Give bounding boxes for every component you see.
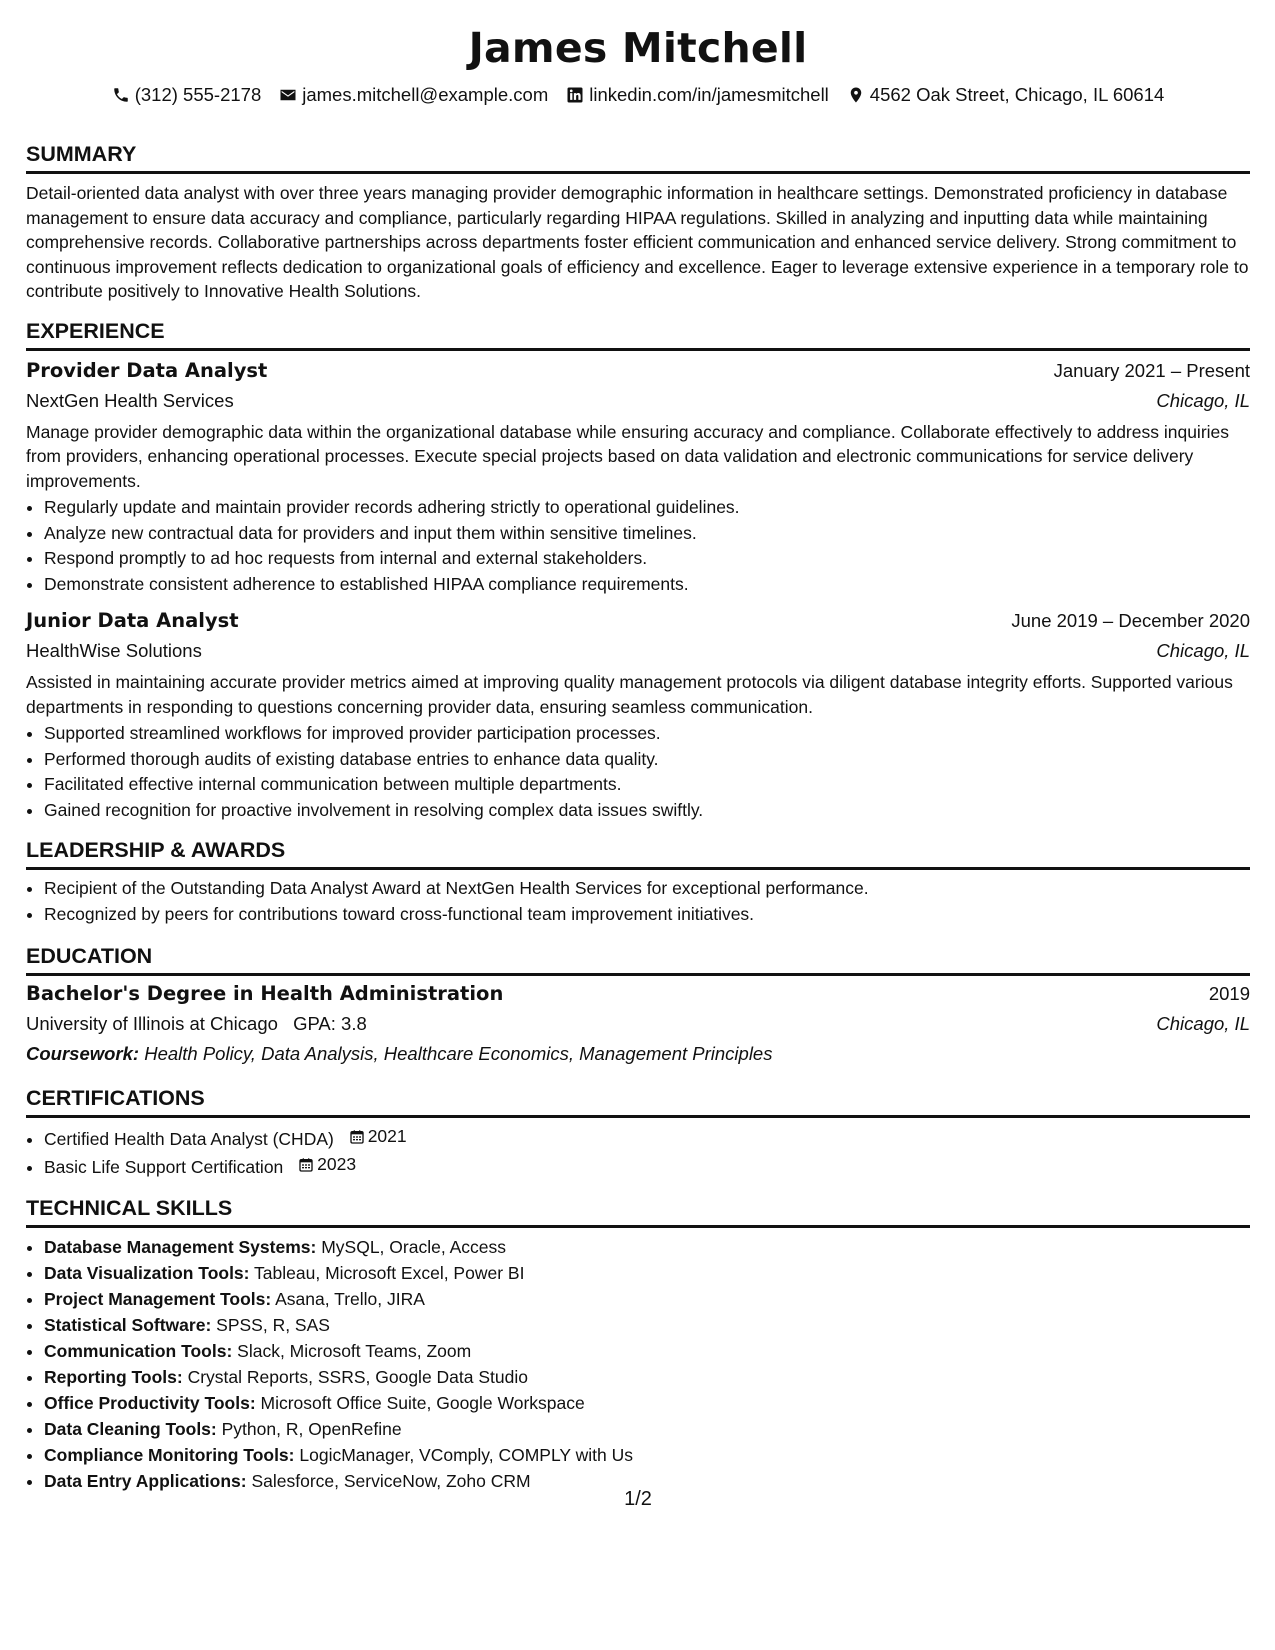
skill-label: Reporting Tools: (44, 1366, 183, 1387)
skill-label: Communication Tools: (44, 1340, 233, 1361)
candidate-name: James Mitchell (468, 24, 808, 72)
summary-text: Detail-oriented data analyst with over three years managing provider demographic information in healthcare settings. Demonstrated proficiency in database management to ensure data accuracy and compliance, particularly regarding HIPAA regulations. Skilled in analyzing and inputting data while maintaining comprehensive records. Collaborative partnerships across departments foster efficient communication and enhanced service delivery. Strong commitment to continuous improvement reflects dedication to organizational goals of efficiency and excellence. Eager to leverage extensive experience in a temporary role to contribute positively to Innovative Health Solutions. (26, 183, 1249, 301)
job-location: Chicago, IL (1156, 640, 1250, 661)
skill-value: Python, R, OpenRefine (221, 1418, 402, 1439)
certification-date (349, 1124, 407, 1150)
phone-number: (312) 555-2178 (134, 84, 262, 105)
certifications-list (26, 1124, 1250, 1181)
coursework-label: Coursework: (26, 1043, 140, 1064)
graduation-year: 2019 (1208, 983, 1250, 1004)
linkedin-url[interactable]: linkedin.com/in/jamesmitchell (589, 84, 829, 105)
job-bullets (26, 495, 1250, 597)
skill-value: LogicManager, VComply, COMPLY with Us (299, 1444, 633, 1465)
skill-label: Data Cleaning Tools: (44, 1418, 217, 1439)
phone-icon (112, 86, 130, 104)
map-pin-icon (847, 86, 865, 104)
address-text: 4562 Oak Street, Chicago, IL 60614 (869, 84, 1165, 105)
section-title-education: EDUCATION (26, 943, 1250, 976)
list-item (44, 1286, 1250, 1312)
contact-bar (26, 83, 1250, 107)
list-item: • Respond promptly to ad hoc requests from internal and external stakeholders. (44, 546, 1250, 572)
resume-page (26, 0, 1250, 1650)
list-item: • Recipient of the Outstanding Data Analyst Award at NextGen Health Services for exceptional performance. (44, 876, 1250, 902)
awards-list (26, 876, 1250, 927)
list-item: • Performed thorough audits of existing database entries to enhance data quality. (44, 747, 1250, 773)
certification-date (298, 1152, 356, 1178)
coursework-line (26, 1039, 1250, 1069)
skill-label: Project Management Tools: (44, 1288, 272, 1309)
list-item: • Regularly update and maintain provider records adhering strictly to operational guidelines. (44, 495, 1250, 521)
list-item (44, 1390, 1250, 1416)
section-title-certifications: CERTIFICATIONS (26, 1085, 1250, 1118)
skill-label: Office Productivity Tools: (44, 1392, 256, 1413)
skill-value: SPSS, R, SAS (216, 1314, 330, 1335)
contact-phone (112, 84, 262, 106)
skills-section (26, 1195, 1250, 1494)
linkedin-icon (566, 86, 584, 104)
certification-year: 2021 (367, 1126, 407, 1146)
skills-list (26, 1234, 1250, 1494)
skill-value: Microsoft Office Suite, Google Workspace (260, 1392, 585, 1413)
list-item (44, 1416, 1250, 1442)
school-name: University of Illinois at Chicago (26, 1013, 278, 1034)
education-section (26, 943, 1250, 1069)
experience-section (26, 318, 1250, 824)
skill-value: Crystal Reports, SSRS, Google Data Studio (187, 1366, 528, 1387)
job-entry (26, 356, 1250, 598)
certification-name: Basic Life Support Certification (44, 1157, 284, 1177)
job-entry (26, 606, 1250, 823)
contact-email[interactable] (279, 84, 548, 106)
gpa: GPA: 3.8 (293, 1013, 367, 1034)
company-name: NextGen Health Services (26, 389, 234, 411)
list-item (44, 1234, 1250, 1260)
job-title: Junior Data Analyst (26, 609, 239, 632)
email-address[interactable]: james.mitchell@example.com (302, 84, 549, 105)
skill-value: Salesforce, ServiceNow, Zoho CRM (251, 1470, 531, 1491)
list-item (44, 1124, 1250, 1152)
section-title-summary: SUMMARY (26, 141, 1250, 174)
coursework-text: Health Policy, Data Analysis, Healthcare Economics, Management Principles (144, 1043, 773, 1064)
list-item: • Demonstrate consistent adherence to established HIPAA compliance requirements. (44, 572, 1250, 598)
section-title-skills: TECHNICAL SKILLS (26, 1195, 1250, 1228)
company-name: HealthWise Solutions (26, 640, 202, 661)
school-line (26, 1009, 367, 1039)
list-item (44, 1152, 1250, 1180)
job-dates: January 2021 – Present (1053, 359, 1250, 381)
skill-label: Compliance Monitoring Tools: (44, 1444, 295, 1465)
list-item (44, 1364, 1250, 1390)
school-location: Chicago, IL (1156, 1013, 1250, 1034)
contact-linkedin[interactable] (566, 84, 829, 106)
skill-label: Statistical Software: (44, 1314, 212, 1335)
list-item (44, 1260, 1250, 1286)
job-title: Provider Data Analyst (26, 358, 268, 382)
calendar-icon (349, 1129, 365, 1145)
job-dates: June 2019 – December 2020 (1011, 610, 1250, 631)
list-item: • Supported streamlined workflows for improved provider participation processes. (44, 721, 1250, 747)
skill-value: Asana, Trello, JIRA (275, 1288, 425, 1309)
certification-name: Certified Health Data Analyst (CHDA) (44, 1128, 334, 1149)
skill-value: MySQL, Oracle, Access (321, 1236, 506, 1257)
summary-section (26, 141, 1250, 304)
job-bullets (26, 721, 1250, 823)
job-location: Chicago, IL (1156, 389, 1250, 411)
section-title-leadership: LEADERSHIP & AWARDS (26, 837, 1250, 870)
list-item (44, 1312, 1250, 1338)
list-item (44, 1442, 1250, 1468)
certifications-section (26, 1085, 1250, 1181)
list-item: • Facilitated effective internal communication between multiple departments. (44, 772, 1250, 798)
job-description: Manage provider demographic data within the organizational database while ensuring accuracy and compliance. Collaborate effectively to address inquiries from providers, enhancing operational processes. Execute special projects based on data validation and electronic communications for service delivery improvements. (26, 421, 1230, 491)
job-description: Assisted in maintaining accurate provider metrics aimed at improving quality management protocols via diligent database integrity efforts. Supported various departments in responding to questions concerning provider data, ensuring seamless communication. (26, 672, 1233, 717)
contact-address (847, 84, 1164, 106)
skill-label: Database Management Systems: (44, 1236, 317, 1257)
list-item: • Recognized by peers for contributions toward cross-functional team improvement initiatives. (44, 902, 1250, 928)
list-item: • Analyze new contractual data for providers and input them within sensitive timelines. (44, 521, 1250, 547)
section-title-experience: EXPERIENCE (26, 318, 1250, 351)
degree-name: Bachelor's Degree in Health Administration (26, 982, 504, 1005)
list-item (44, 1338, 1250, 1364)
list-item: • Gained recognition for proactive involvement in resolving complex data issues swiftly. (44, 798, 1250, 824)
leadership-section (26, 837, 1250, 927)
skill-label: Data Visualization Tools: (44, 1262, 250, 1283)
mail-icon (279, 86, 297, 104)
skill-value: Slack, Microsoft Teams, Zoom (237, 1340, 472, 1361)
skill-value: Tableau, Microsoft Excel, Power BI (254, 1262, 525, 1283)
skill-label: Data Entry Applications: (44, 1470, 247, 1491)
certification-year: 2023 (317, 1154, 357, 1175)
page-number: 1/2 (624, 1488, 652, 1510)
calendar-icon (298, 1157, 314, 1173)
